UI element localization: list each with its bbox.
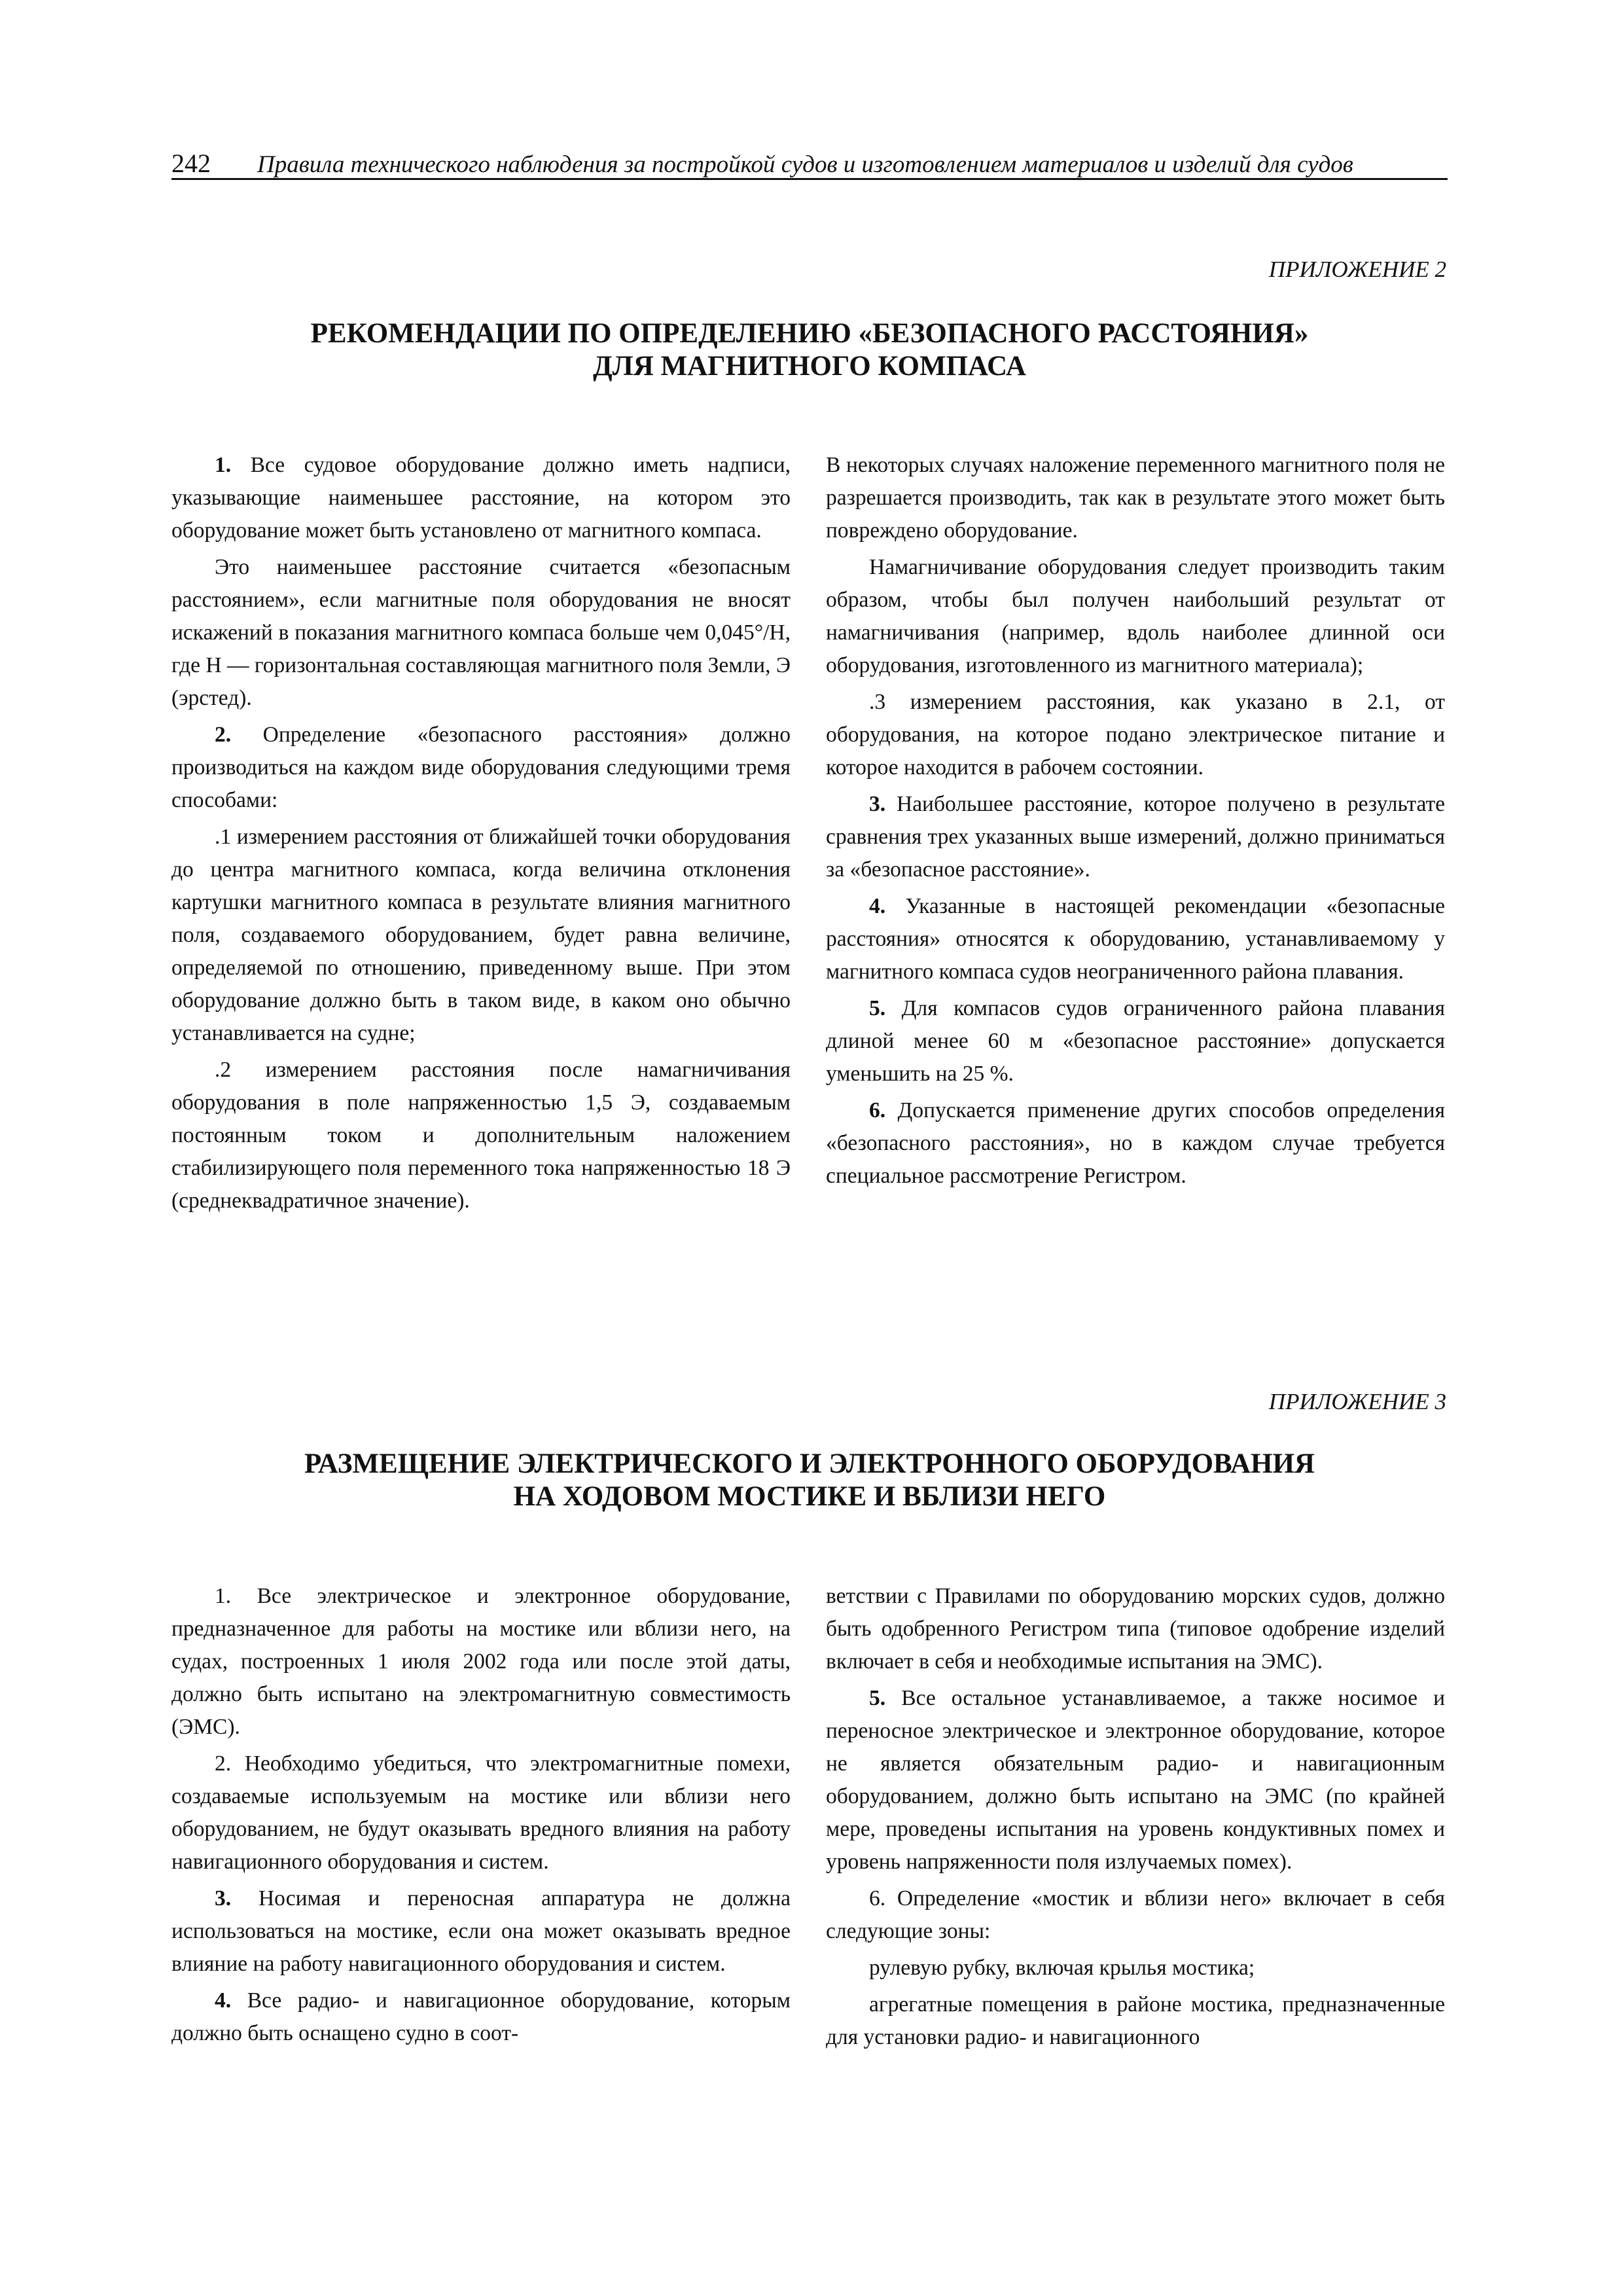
- paragraph: .3 измерением расстояния, как указано в 2.1, от оборудования, на которое подано электрическое питание и которое находится в рабочем состоянии.: [826, 690, 1445, 780]
- appendix-3-title: [171, 1448, 1448, 1513]
- paragraph: 5. Все остальное устанавливаемое, а также носимое и переносное электрическое и электронное оборудование, которое не является обязательным радио- и навигационным оборудованием, должно быть испытано на ЭМС (по крайней мере, проведены испытания на уровень кондуктивных помех и уровень напряженности поля излучаемых помех).: [826, 1686, 1446, 1874]
- paragraph: Это наименьшее расстояние считается «безопасным расстоянием», если магнитные поля оборудования не вносят искажений в показания магнитного компаса больше чем 0,045°/H, где H — горизонтальная составляющая магнитного поля Земли, Э (эрстед).: [171, 555, 791, 710]
- item-number: 3.: [869, 792, 886, 816]
- paragraph: В некоторых случаях наложение переменного магнитного поля не разрешается производить, так как в результате этого может быть повреждено оборудование.: [826, 453, 1445, 543]
- page-header: [171, 145, 1448, 178]
- appendix-3-label: ПРИЛОЖЕНИЕ 3: [1268, 1389, 1446, 1414]
- paragraph: 3. Носимая и переносная аппаратура не должна использоваться на мостике, если она может оказывать вредное влияние на работу навигационного оборудования и систем.: [171, 1886, 791, 1976]
- page-number: 242: [171, 149, 211, 178]
- running-title: Правила технического наблюдения за постройкой судов и изготовлением материалов и изделий для судов: [257, 151, 1353, 178]
- appendix-3-right-column: [826, 1580, 1445, 2054]
- paragraph: ветствии с Правилами по оборудованию морских судов, должно быть одобренного Регистром типа (типовое одобрение изделий включает в себя и необходимые испытания на ЭМС).: [826, 1584, 1445, 1674]
- item-number: 6.: [869, 1098, 886, 1122]
- item-number: 2.: [215, 723, 232, 747]
- appendix-2-left-column: [171, 449, 791, 1217]
- paragraph: 1. Все судовое оборудование должно иметь надписи, указывающие наименьшее расстояние, на котором это оборудование может быть установлено от магнитного компаса.: [171, 453, 791, 543]
- item-number: 1.: [215, 453, 232, 477]
- paragraph: 2. Определение «безопасного расстояния» должно производиться на каждом виде оборудования следующими тремя способами:: [171, 723, 791, 812]
- paragraph: 4. Указанные в настоящей рекомендации «безопасные расстояния» относятся к оборудованию, устанавливаемому у магнитного компаса судов неограниченного района плавания.: [826, 894, 1445, 984]
- item-number: 4.: [215, 1988, 232, 2013]
- paragraph: .2 измерением расстояния после намагничивания оборудования в поле напряженностью 1,5 Э, создаваемым постоянным током и дополнительным наложением стабилизирующего поля переменного тока напряженностью 18 Э (среднеквадратичное значение).: [171, 1058, 791, 1213]
- item-number: 3.: [215, 1886, 232, 1910]
- item-number: 4.: [869, 894, 886, 918]
- paragraph: агрегатные помещения в районе мостика, предназначенные для установки радио- и навигационного: [826, 1992, 1445, 2049]
- paragraph: рулевую рубку, включая крылья мостика;: [869, 1956, 1255, 1980]
- paragraph: .1 измерением расстояния от ближайшей точки оборудования до центра магнитного компаса, когда величина отклонения картушки магнитного компаса в результате влияния магнитного поля, создаваемого оборудованием, будет равна величине, определяемой по отношению, приведенному выше. При этом оборудование должно быть в таком виде, в каком оно обычно устанавливается на судне;: [171, 825, 791, 1045]
- paragraph: 5. Для компасов судов ограниченного района плавания длиной менее 60 м «безопасное расстояние» допускается уменьшить на 25 %.: [826, 996, 1446, 1086]
- paragraph: 3. Наибольшее расстояние, которое получено в результате сравнения трех указанных выше измерений, должно приниматься за «безопасное расстояние».: [826, 792, 1446, 882]
- item-number: 5.: [869, 996, 886, 1020]
- paragraph: Намагничивание оборудования следует производить таким образом, чтобы был получен наибольший результат от намагничивания (например, вдоль наиболее длинной оси оборудования, изготовленного из магнитного материала);: [826, 555, 1445, 677]
- item-number: 5.: [869, 1686, 886, 1710]
- appendix-2-title-line-2: ДЛЯ МАГНИТНОГО КОМПАСА: [593, 351, 1026, 382]
- appendix-3-title-line-2: НА ХОДОВОМ МОСТИКЕ И ВБЛИЗИ НЕГО: [513, 1481, 1106, 1512]
- paragraph: 4. Все радио- и навигационное оборудование, которым должно быть оснащено судно в соот-: [171, 1988, 791, 2045]
- appendix-2-label: ПРИЛОЖЕНИЕ 2: [1268, 257, 1446, 282]
- appendix-3-title-line-1: РАЗМЕЩЕНИЕ ЭЛЕКТРИЧЕСКОГО И ЭЛЕКТРОННОГО ОБОРУДОВАНИЯ: [304, 1448, 1315, 1479]
- paragraph: 6. Определение «мостик и вблизи него» включает в себя следующие зоны:: [826, 1886, 1445, 1943]
- paragraph: 1. Все электрическое и электронное оборудование, предназначенное для работы на мостике или вблизи него, на судах, построенных 1 июля 2002 года или после этой даты, должно быть испытано на электромагнитную совместимость (ЭМС).: [171, 1584, 791, 1739]
- paragraph: 2. Необходимо убедиться, что электромагнитные помехи, создаваемые используемым на мостике или вблизи него оборудованием, не будут оказывать вредного влияния на работу навигационного оборудования и систем.: [171, 1751, 791, 1874]
- appendix-2-title: [171, 317, 1448, 383]
- paragraph: 6. Допускается применение других способов определения «безопасного расстояния», но в каждом случае требуется специальное рассмотрение Регистром.: [826, 1098, 1445, 1188]
- appendix-3-left-column: [171, 1580, 791, 2050]
- appendix-2-right-column: [826, 449, 1445, 1193]
- header-rule: [171, 178, 1448, 180]
- appendix-2-title-line-1: РЕКОМЕНДАЦИИ ПО ОПРЕДЕЛЕНИЮ «БЕЗОПАСНОГО РАССТОЯНИЯ»: [310, 318, 1309, 349]
